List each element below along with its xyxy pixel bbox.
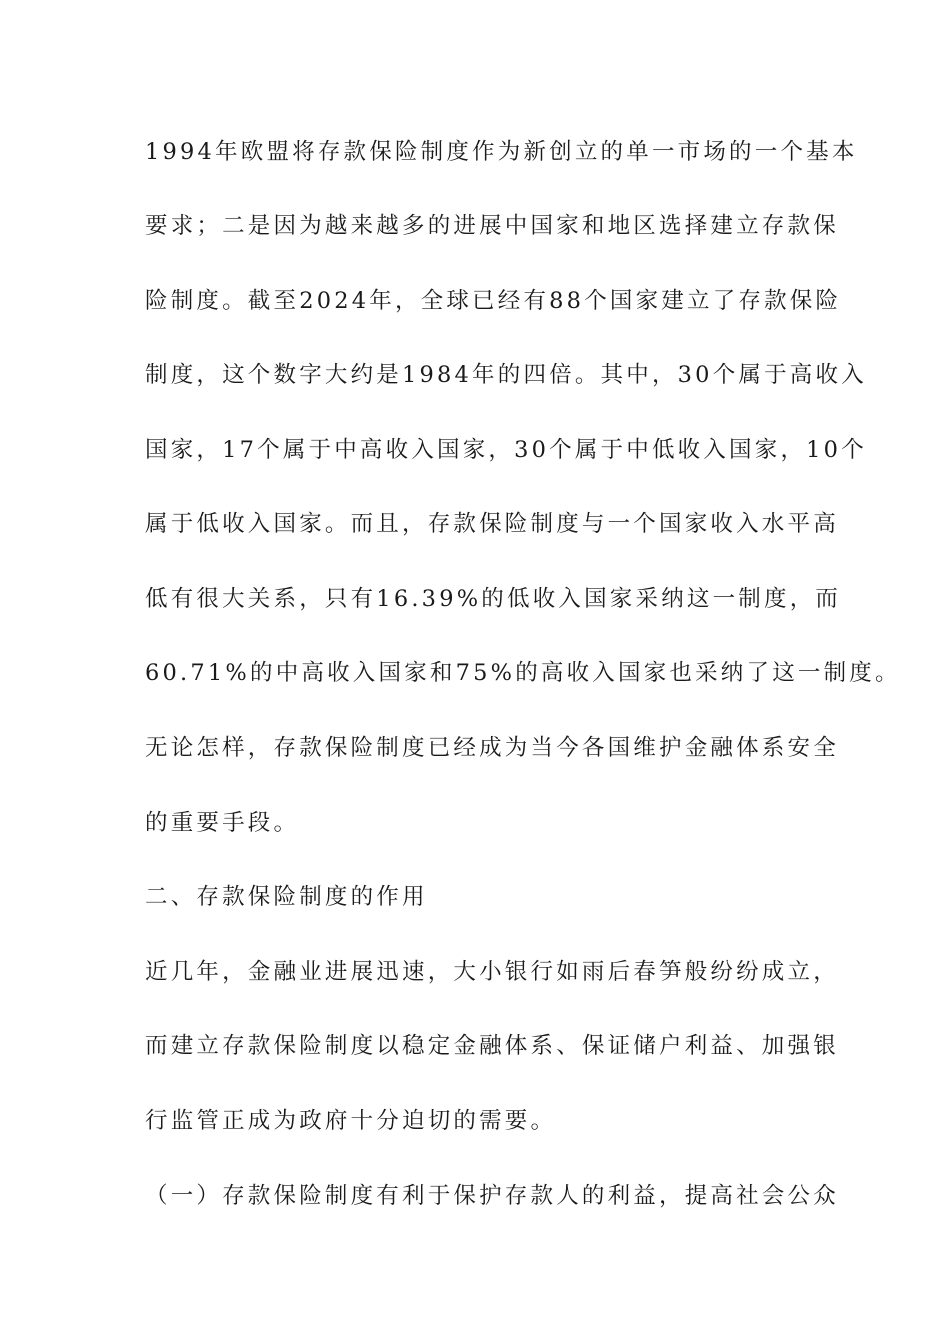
paragraph-line: 国家，17个属于中高收入国家，30个属于中低收入国家，10个 xyxy=(145,437,867,463)
section-heading: 二、存款保险制度的作用 xyxy=(145,884,428,910)
paragraph-line: 属于低收入国家。而且，存款保险制度与一个国家收入水平高 xyxy=(145,511,839,537)
paragraph-line: 的重要手段。 xyxy=(145,810,300,836)
paragraph-line: 而建立存款保险制度以稳定金融体系、保证储户利益、加强银 xyxy=(145,1033,839,1059)
paragraph-line: 无论怎样，存款保险制度已经成为当今各国维护金融体系安全 xyxy=(145,735,839,761)
paragraph-line: 制度，这个数字大约是1984年的四倍。其中，30个属于高收入 xyxy=(145,362,867,388)
paragraph-line: 60.71%的中高收入国家和75%的高收入国家也采纳了这一制度。 xyxy=(145,660,901,686)
paragraph-line: 低有很大关系，只有16.39%的低收入国家采纳这一制度，而 xyxy=(145,586,842,612)
paragraph-line: 要求；二是因为越来越多的进展中国家和地区选择建立存款保 xyxy=(145,213,839,239)
paragraph-line: 1994年欧盟将存款保险制度作为新创立的单一市场的一个基本 xyxy=(145,139,858,165)
paragraph-line: 险制度。截至2024年，全球已经有88个国家建立了存款保险 xyxy=(145,288,842,314)
paragraph-line: 行监管正成为政府十分迫切的需要。 xyxy=(145,1108,557,1134)
paragraph-line: 近几年，金融业进展迅速，大小银行如雨后春笋般纷纷成立， xyxy=(145,959,839,985)
subsection-heading: （一）存款保险制度有利于保护存款人的利益，提高社会公众 xyxy=(145,1183,839,1209)
